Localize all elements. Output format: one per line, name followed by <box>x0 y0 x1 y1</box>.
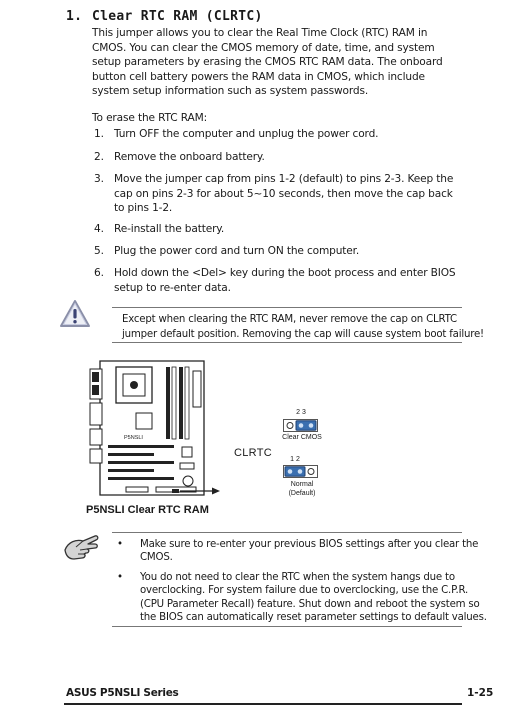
step-item <box>94 222 474 237</box>
step-text: Move the jumper cap from pins 1-2 (default) to pins 2-3. Keep the <box>114 173 454 185</box>
step-item <box>94 150 474 165</box>
board-label: P5NSLI <box>124 435 143 441</box>
step-item <box>94 266 474 295</box>
pin-numbers-23: 2 3 <box>296 409 306 416</box>
intro-line: setup parameters by erasing the CMOS RTC RAM data. The onboard <box>92 56 443 69</box>
footer-rule <box>64 703 462 705</box>
motherboard-diagram <box>86 357 221 502</box>
intro-paragraph <box>92 26 477 99</box>
intro-line: system setup information such as system passwords. <box>92 85 369 98</box>
step-text: Hold down the <Del> key during the boot process and enter BIOS <box>114 267 456 279</box>
note-item <box>117 538 487 565</box>
normal-default-label <box>276 480 328 498</box>
default-label: (Default) <box>288 490 316 497</box>
figure-caption: P5NSLI Clear RTC RAM <box>86 504 209 516</box>
step-number: 5. <box>94 245 104 257</box>
section-heading <box>66 9 263 24</box>
step-number: 1. <box>94 128 104 140</box>
note-line: Make sure to re-enter your previous BIOS settings after you clear the <box>140 539 479 550</box>
note-item <box>117 571 487 625</box>
step-text: Plug the power cord and turn ON the computer. <box>114 245 360 257</box>
note-line: the BIOS can automatically reset parameter settings to default values. <box>140 612 487 624</box>
jumper-normal-icon <box>283 465 318 478</box>
caution-divider-top <box>112 307 462 308</box>
step-text: cap on pins 2-3 for about 5~10 seconds, then move the cap back <box>114 187 453 200</box>
note-divider-bottom <box>112 626 462 627</box>
clear-cmos-label: Clear CMOS <box>282 434 322 441</box>
caution-divider-bottom <box>112 342 462 343</box>
step-item <box>94 127 474 142</box>
step-text: Turn OFF the computer and unplug the power cord. <box>114 128 379 140</box>
step-text: setup to re-enter data. <box>114 281 231 294</box>
step-text: to pins 1-2. <box>114 202 173 215</box>
clrtc-jumper-location <box>172 489 179 493</box>
caution-line: Except when clearing the RTC RAM, never remove the cap on CLRTC <box>122 314 457 325</box>
section-title: Clear RTC RAM (CLRTC) <box>92 9 263 24</box>
note-hand-icon <box>62 532 100 564</box>
bullet: • <box>117 571 123 583</box>
step-text: Re-install the battery. <box>114 223 225 235</box>
note-line: CMOS. <box>140 552 173 564</box>
caution-text <box>122 313 484 342</box>
note-line: overclocking. For system failure due to overclocking, use the C.P.R. <box>140 585 469 597</box>
normal-label: Normal <box>290 481 314 488</box>
step-number: 6. <box>94 267 104 279</box>
section-number: 1. <box>66 9 83 24</box>
step-number: 2. <box>94 151 104 163</box>
note-line: (CPU Parameter Recall) feature. Shut down and reboot the system so <box>140 598 480 610</box>
step-item <box>94 244 474 259</box>
intro-line: CMOS. You can clear the CMOS memory of date, time, and system <box>92 41 435 54</box>
footer-product: ASUS P5NSLI Series <box>66 687 179 699</box>
step-number: 3. <box>94 173 104 185</box>
step-item <box>94 172 474 216</box>
caution-line: jumper default position. Removing the cap will cause system boot failure! <box>122 328 484 340</box>
warning-triangle-icon <box>59 299 91 329</box>
pin-numbers-12: 1 2 <box>290 456 300 463</box>
note-divider-top <box>112 532 462 533</box>
erase-heading: To erase the RTC RAM: <box>92 112 207 124</box>
intro-line: This jumper allows you to clear the Real Time Clock (RTC) RAM in <box>92 27 428 39</box>
page-number: 1-25 <box>467 687 494 699</box>
jumper-clear-cmos-icon <box>283 419 318 432</box>
intro-line: button cell battery powers the RAM data in CMOS, which include <box>92 70 425 83</box>
note-line: You do not need to clear the RTC when the system hangs due to <box>140 571 455 583</box>
note-list <box>117 538 487 630</box>
clrtc-label: CLRTC <box>234 447 272 459</box>
step-text: Remove the onboard battery. <box>114 151 265 163</box>
step-number: 4. <box>94 223 104 235</box>
bullet: • <box>117 539 123 550</box>
